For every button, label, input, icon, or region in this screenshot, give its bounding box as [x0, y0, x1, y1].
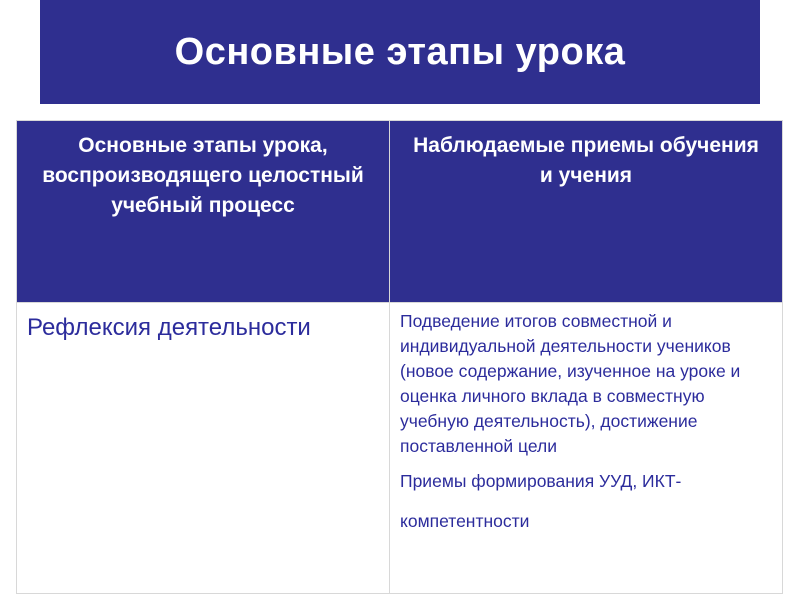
slide-title-bar	[40, 0, 760, 104]
lesson-stages-table	[16, 120, 783, 594]
table-header-row	[17, 121, 783, 303]
practices-cell	[390, 303, 783, 594]
header-observed-practices: Наблюдаемые приемы обучения и учения	[390, 121, 783, 303]
practice-summary-text: Подведение итогов совместной и индивидуальной деятельности учеников (новое содержание, изученное на уроке и оценка личного вклада в совместную учебную деятельность), достижение поставленной цели	[400, 311, 741, 456]
header-lesson-stages: Основные этапы урока, воспроизводящего целостный учебный процесс	[17, 121, 390, 303]
slide-title: Основные этапы урока	[174, 30, 626, 73]
stage-cell: Рефлексия деятельности	[17, 303, 390, 594]
table-row	[17, 303, 783, 594]
practice-uud-text: Приемы формирования УУД, ИКТ-компетентности	[400, 471, 682, 531]
